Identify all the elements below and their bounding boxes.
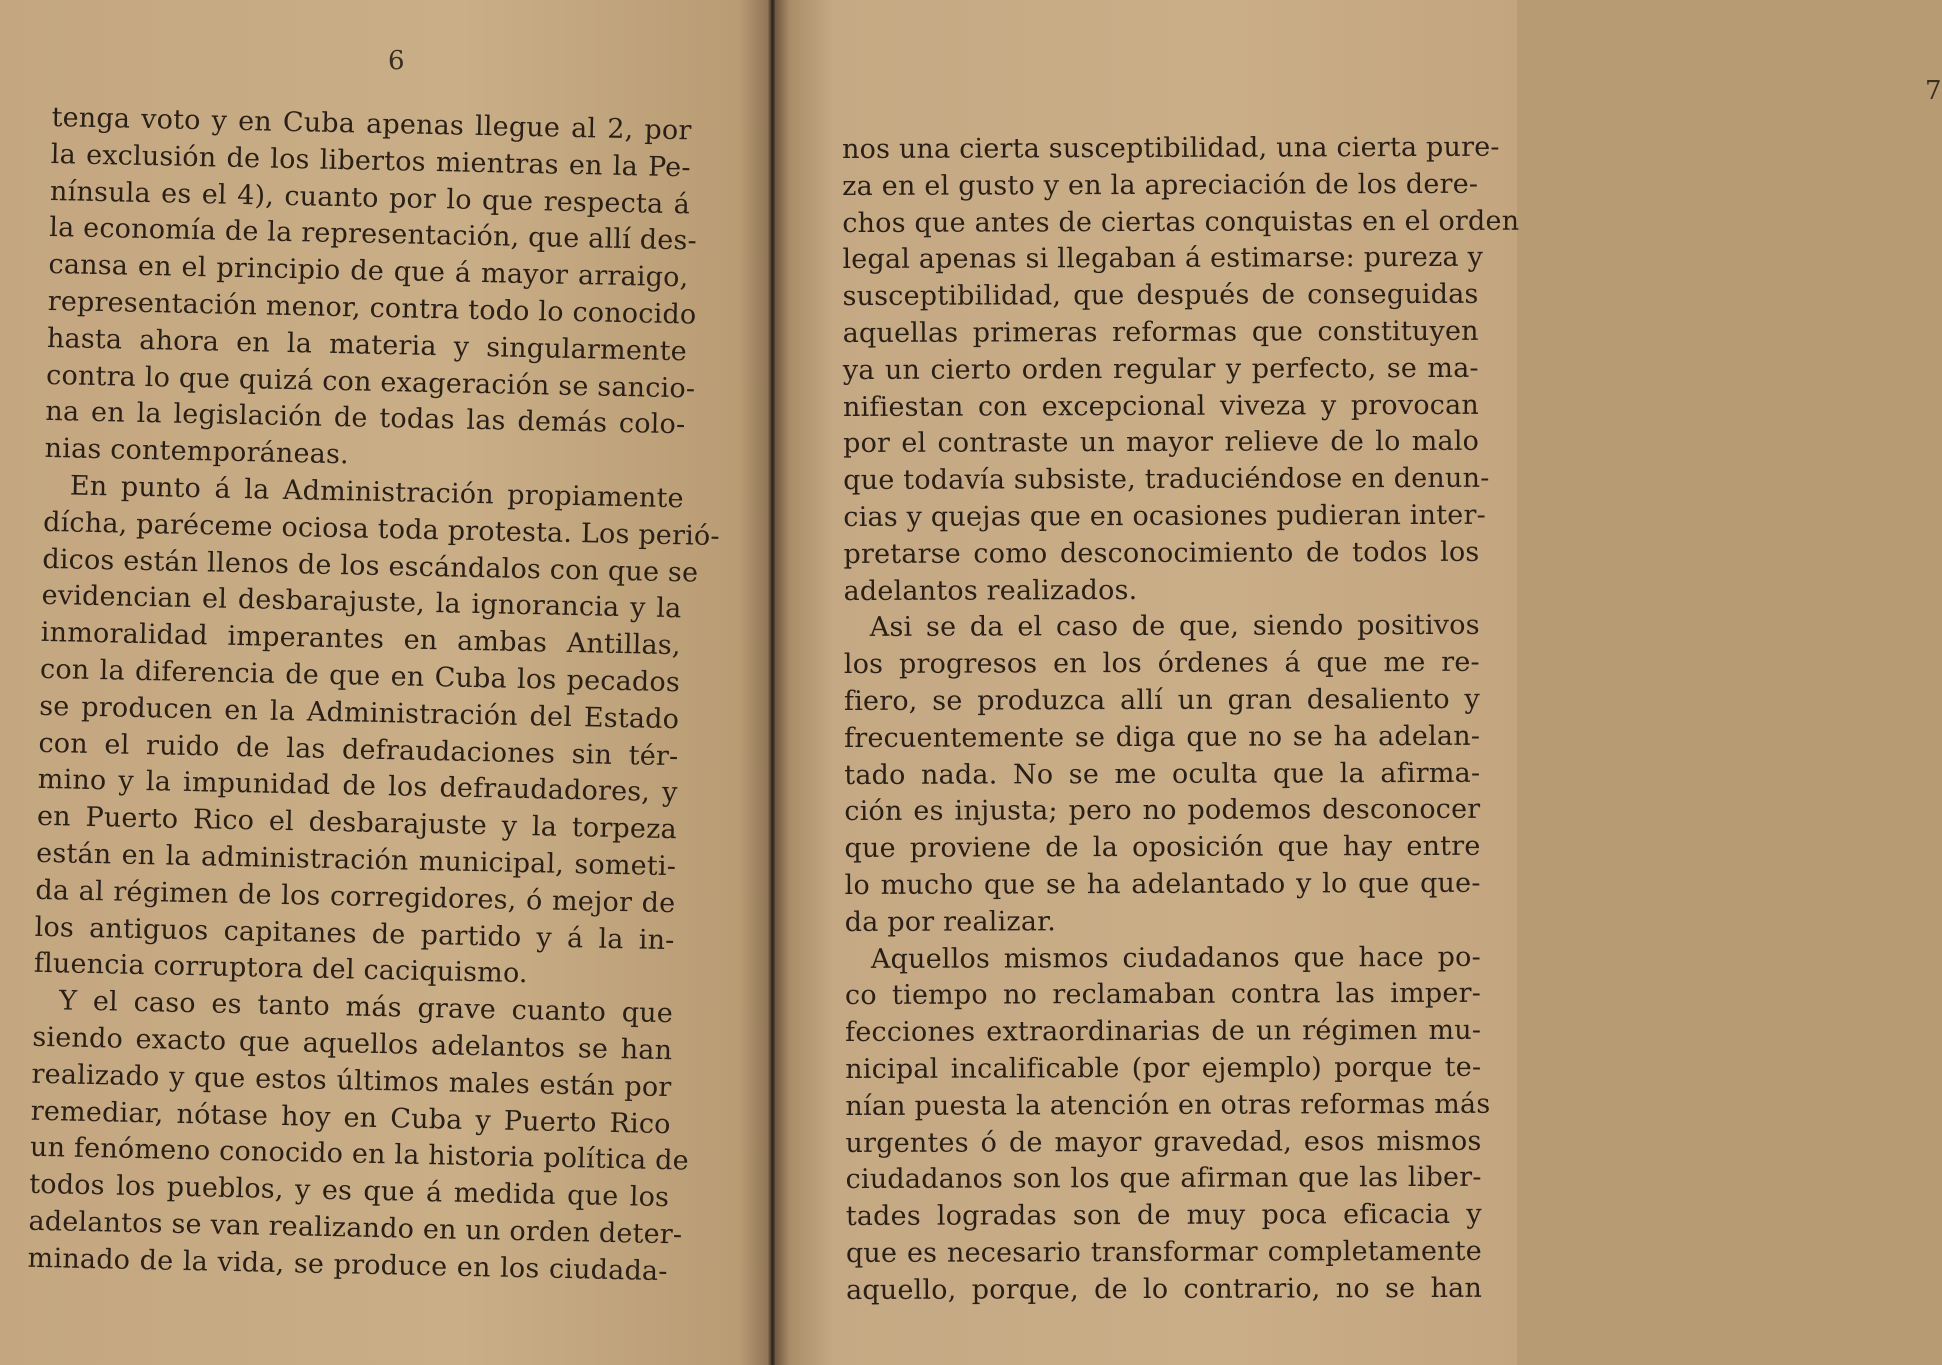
text-line: adelantos realizados. — [843, 574, 1138, 607]
text-line: za en el gusto y en la apreciación de los dere- — [842, 168, 1479, 202]
text-line: nias contemporáneas. — [44, 433, 350, 471]
text-line: con el ruido de las defraudaciones sin tér- — [38, 727, 679, 772]
text-line: tenga voto y en Cuba apenas llegue al 2, por — [51, 101, 692, 147]
text-line: da por realizar. — [844, 905, 1057, 938]
text-line: dícha, paréceme ociosa toda protesta. Los perió- — [42, 506, 721, 552]
text-line: ciudadanos son los que afirman que las liber- — [845, 1162, 1482, 1196]
text-line: frecuentemente se diga que no se ha adelan- — [844, 720, 1481, 754]
text-line: en Puerto Rico el desbarajuste y la torpeza — [36, 800, 678, 846]
text-line: pretarse como desconocimiento de todos los — [843, 536, 1480, 570]
text-line: por el contraste un mayor relieve de lo malo — [843, 426, 1480, 460]
text-line: tades logradas son de muy poca eficacia y — [845, 1198, 1482, 1233]
text-line: co tiempo no reclamaban contra las imper- — [844, 978, 1482, 1012]
text-line: la economía de la representación, que allí des- — [48, 212, 698, 257]
text-line: ya un cierto orden regular y perfecto, se ma- — [842, 352, 1479, 386]
text-line: Asi se da el caso de que, siendo positivos — [869, 610, 1480, 644]
text-line: aquello, porque, de lo contrario, no se han — [845, 1272, 1483, 1306]
text-line: ción es injusta; pero no podemos desconocer — [844, 794, 1481, 828]
text-line: un fenómeno conocido en la historia política de — [29, 1132, 690, 1177]
text-line: la exclusión de los libertos mientras en la Pe- — [50, 138, 692, 184]
text-line: tado nada. No se me oculta que la afirma- — [844, 757, 1481, 791]
left-page-text — [27, 100, 732, 1291]
text-line: Aquellos mismos ciudadanos que hace po- — [870, 941, 1481, 975]
text-line: todos los pueblos, y es que á medida que los — [28, 1168, 670, 1214]
text-line: lo mucho que se ha adelantado y lo que que- — [844, 867, 1481, 901]
text-line: urgentes ó de mayor gravedad, esos mismos — [845, 1125, 1482, 1159]
text-line: cias y quejas que en ocasiones pudieran inter- — [843, 499, 1486, 533]
text-line: inmoralidad imperantes en ambas Antillas, — [40, 617, 682, 662]
text-line: que proviene de la oposición que hay entre — [844, 830, 1481, 865]
text-line: están en la administración municipal, someti- — [35, 837, 677, 883]
text-line: hasta ahora en la materia y singularmente — [46, 322, 688, 368]
text-line: fiero, se produzca allí un gran desaliento y — [843, 683, 1481, 717]
text-line: dicos están llenos de los escándalos con que se — [42, 543, 699, 589]
text-line: con la diferencia de que en Cuba los pecados — [39, 653, 681, 699]
text-line: En punto á la Administración propiamente — [69, 470, 685, 515]
text-line: fecciones extraordinarias de un régimen mu- — [845, 1014, 1482, 1049]
text-line: se producen en la Administración del Estado — [38, 690, 680, 736]
text-line: susceptibilidad, que después de conseguidas — [842, 278, 1479, 313]
text-line: fluencia corruptora del caciquismo. — [33, 948, 529, 990]
text-line: realizado y que estos últimos males están por — [31, 1058, 672, 1103]
text-line: aquellas primeras reformas que constituyen — [842, 315, 1479, 349]
text-line: remediar, nótase hoy en Cuba y Puerto Rico — [30, 1095, 672, 1140]
text-line: siendo exacto que aquellos adelantos se han — [32, 1021, 673, 1067]
text-line: cansa en el principio de que á mayor arraigo, — [48, 249, 689, 294]
text-line: nínsula es el 4), cuanto por lo que respecta á — [49, 175, 691, 220]
text-line: mino y la impunidad de los defraudadores, y — [37, 764, 678, 809]
text-line: que todavía subsiste, traduciéndose en denun- — [843, 462, 1490, 497]
text-line: minado de la vida, se produce en los ciudada- — [27, 1242, 668, 1287]
text-line: nifiestan con excepcional viveza y provocan — [842, 389, 1480, 423]
text-line: Y el caso es tanto más grave cuanto que — [58, 985, 674, 1030]
text-line: nos una cierta susceptibilidad, una cierta pure- — [842, 131, 1500, 165]
text-line: chos que antes de ciertas conquistas en el orden — [842, 205, 1520, 239]
text-line: que es necesario transformar completamente — [845, 1235, 1482, 1269]
text-line: evidencian el desbarajuste, la ignorancia y la — [41, 580, 682, 625]
text-line: legal apenas si llegaban á estimarse: pureza y — [842, 242, 1484, 276]
text-line: los antiguos capitanes de partido y á la in- — [34, 911, 675, 956]
text-line: da al régimen de los corregidores, ó mejor de — [35, 874, 676, 919]
text-line: representación menor, contra todo lo conocido — [47, 285, 697, 331]
text-line: los progresos en los órdenes á que me re- — [843, 646, 1480, 681]
text-line: nían puesta la atención en otras reformas más — [845, 1088, 1491, 1122]
text-line: contra lo que quizá con exageración se sancio- — [45, 359, 696, 405]
page-number: 7 — [1925, 76, 1942, 106]
text-line: adelantos se van realizando en un orden deter- — [28, 1205, 683, 1251]
text-line: nicipal incalificable (por ejemplo) porque te- — [845, 1051, 1482, 1085]
text-line: na en la legislación de todas las demás colo- — [45, 396, 686, 441]
right-page-text — [842, 130, 1520, 1310]
page-number: 6 — [388, 46, 405, 76]
